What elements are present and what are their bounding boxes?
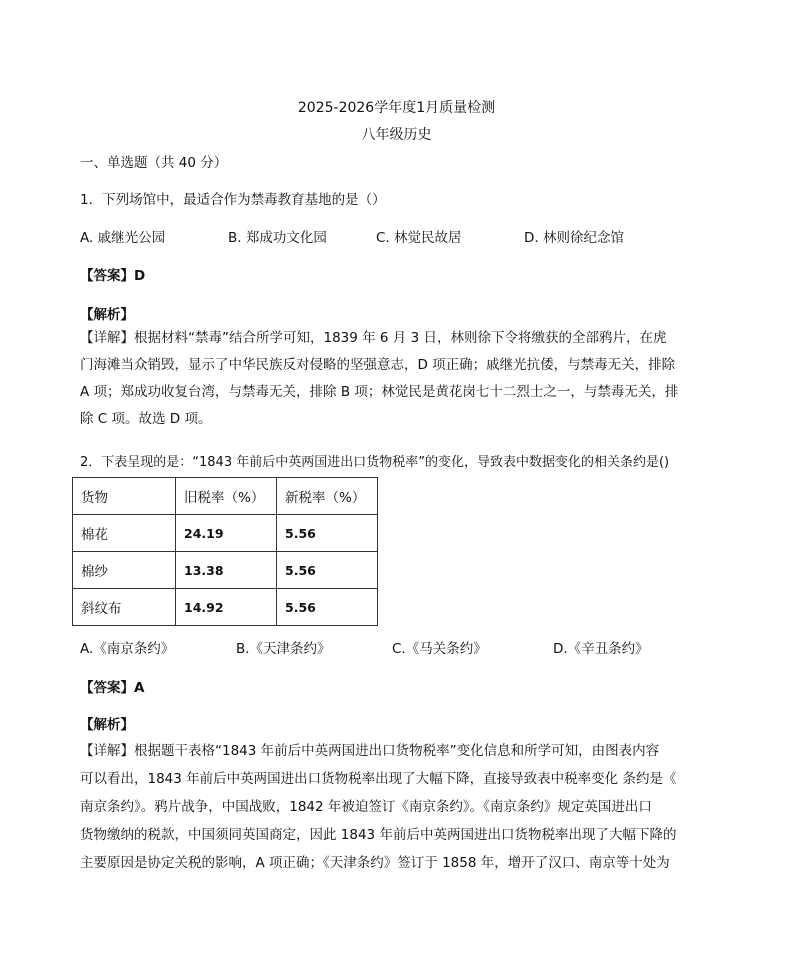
- q1-option-c: C. 林觉民故居: [376, 230, 462, 246]
- table-header-cell: 货物: [73, 478, 176, 515]
- q2-detail-line: 货物缴纳的税款，中国须同英国商定，因此 1843 年前后中英两国进出口货物税率出现了大幅下降的: [80, 827, 677, 843]
- section-heading: 一、单选题（共 40 分）: [80, 155, 228, 171]
- q1-detail-line: 除 C 项。故选 D 项。: [80, 411, 212, 427]
- table-row: [73, 589, 378, 626]
- table-cell: 棉花: [73, 515, 176, 552]
- table-cell: 5.56: [277, 589, 378, 626]
- exam-title: 2025-2026学年度1月质量检测: [297, 100, 496, 116]
- question-1-stem: 1．下列场馆中，最适合作为禁毒教育基地的是（）: [80, 192, 386, 208]
- q2-detail-line: 主要原因是协定关税的影响，A 项正确；《天津条约》签订于 1858 年，增开了汉口、南京等十处为: [80, 855, 670, 871]
- table-row: [73, 515, 378, 552]
- table-cell: 13.38: [176, 552, 277, 589]
- q1-option-d: D. 林则徐纪念馆: [524, 230, 624, 246]
- table-header-cell: 新税率（%）: [277, 478, 378, 515]
- table-header-cell: 旧税率（%）: [176, 478, 277, 515]
- q1-analysis-label: 【解析】: [80, 307, 134, 323]
- table-cell: 24.19: [176, 515, 277, 552]
- question-2-stem: 2．下表呈现的是：“1843 年前后中英两国进出口货物税率”的变化，导致表中数据变化的相关条约是(): [80, 455, 670, 470]
- tax-rate-table: [72, 477, 378, 626]
- q1-option-b: B. 郑成功文化园: [228, 230, 327, 246]
- q1-detail-line: 【详解】根据材料“禁毒”结合所学可知，1839 年 6 月 3 日，林则徐下令将缴获的全部鸦片，在虎: [80, 330, 667, 346]
- q1-option-a: A. 戚继光公园: [80, 230, 166, 246]
- q2-option-b: B.《天津条约》: [236, 641, 331, 657]
- table-cell: 5.56: [277, 552, 378, 589]
- q2-option-d: D.《辛丑条约》: [553, 641, 649, 657]
- q1-detail-line: 门海滩当众销毁，显示了中华民族反对侵略的坚强意志，D 项正确；戚继光抗倭，与禁毒无关，排除: [80, 357, 676, 373]
- table-cell: 棉纱: [73, 552, 176, 589]
- exam-subject: 八年级历史: [361, 127, 432, 143]
- q1-detail-line: A 项；郑成功收复台湾，与禁毒无关，排除 B 项；林觉民是黄花岗七十二烈士之一，与禁毒无关，排: [80, 384, 679, 400]
- q2-detail-line: 【详解】根据题干表格“1843 年前后中英两国进出口货物税率”变化信息和所学可知，由图表内容: [80, 743, 660, 759]
- table-cell: 斜纹布: [73, 589, 176, 626]
- q2-option-a: A.《南京条约》: [80, 641, 175, 657]
- q2-detail: [80, 737, 712, 877]
- q2-detail-line: 南京条约》。鸦片战争，中国战败，1842 年被迫签订《南京条约》。《南京条约》规定英国进出口: [80, 799, 652, 815]
- table-row: [73, 552, 378, 589]
- table-cell: 5.56: [277, 515, 378, 552]
- q2-analysis-label: 【解析】: [80, 717, 134, 733]
- table-header-row: [73, 478, 378, 515]
- table-cell: 14.92: [176, 589, 277, 626]
- q2-answer: 【答案】A: [80, 680, 145, 696]
- q2-detail-line: 可以看出，1843 年前后中英两国进出口货物税率出现了大幅下降，直接导致表中税率变化 条约是《: [80, 771, 677, 787]
- q2-option-c: C.《马关条约》: [392, 641, 487, 657]
- q1-detail: [80, 325, 712, 433]
- q1-answer: 【答案】D: [80, 268, 146, 284]
